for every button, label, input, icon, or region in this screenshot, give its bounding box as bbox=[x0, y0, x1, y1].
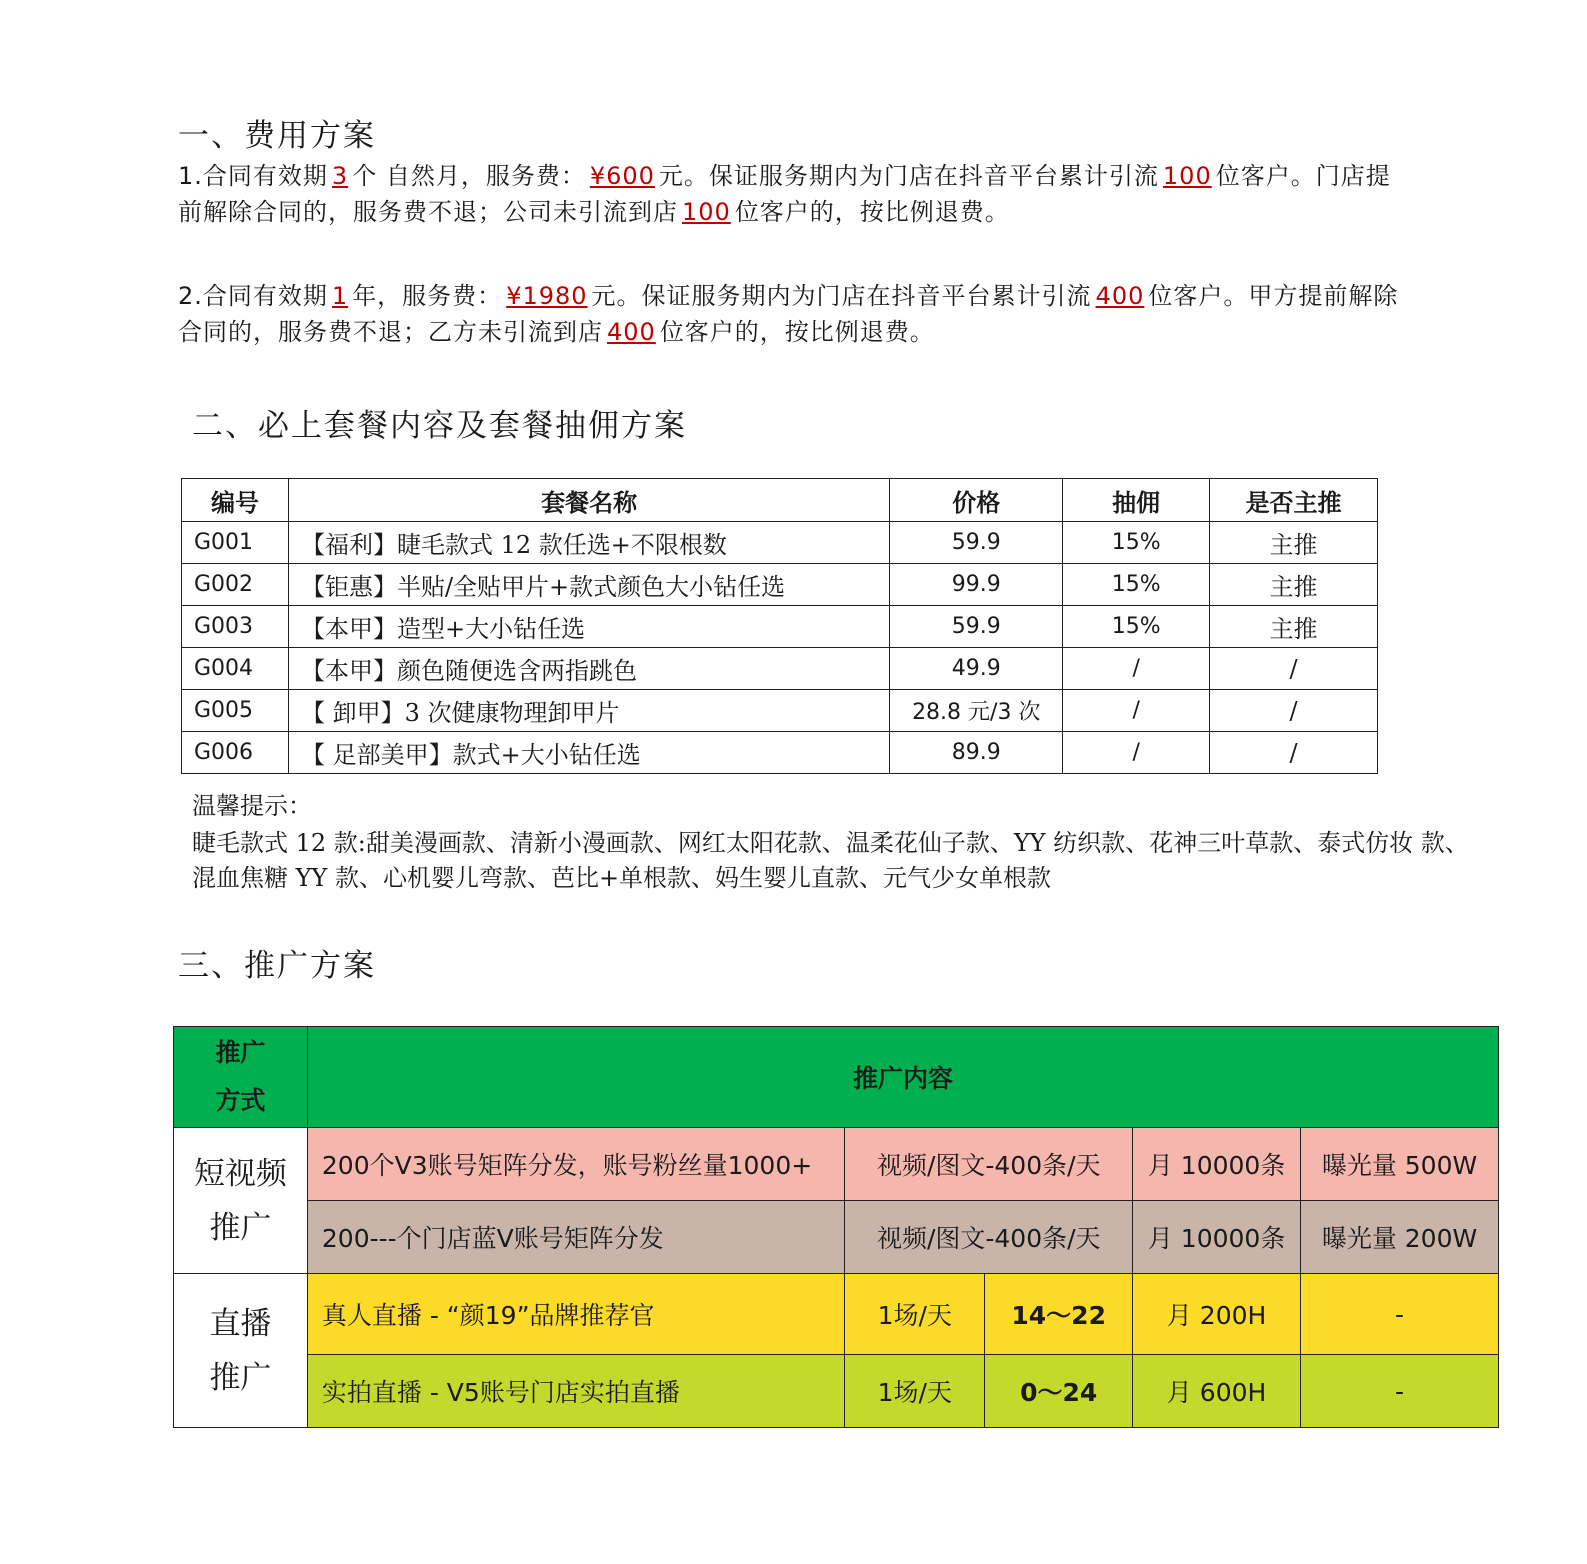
fee-plan-2: 2.合同有效期 1 年，服务费： ¥1980 元。保证服务期内为门店在抖音平台累计引流 400 位客户。甲方提前解除合同的，服务费不退；乙方未引流到店 400 位客户的，按比例退费。 bbox=[178, 282, 1399, 346]
table-row bbox=[182, 564, 1378, 606]
package-name: 【本甲】颜色随便选含两指跳色 bbox=[288, 648, 889, 690]
package-featured: 主推 bbox=[1210, 606, 1378, 648]
promo-exposure: 曝光量 500W bbox=[1301, 1128, 1499, 1201]
promo-rate: 视频/图文-400条/天 bbox=[845, 1201, 1133, 1274]
plan2-fee: ¥1980 bbox=[506, 282, 588, 310]
package-commission: / bbox=[1063, 648, 1210, 690]
package-commission: 15% bbox=[1063, 606, 1210, 648]
plan1-fee: ¥600 bbox=[589, 162, 655, 190]
promo-desc: 200个V3账号矩阵分发，账号粉丝量1000+ bbox=[307, 1128, 844, 1201]
header-method: 推广 方式 bbox=[174, 1027, 308, 1128]
section-package-title: 二、必上套餐内容及套餐抽佣方案 bbox=[192, 408, 687, 444]
header-content: 推广内容 bbox=[307, 1027, 1498, 1128]
package-code: G006 bbox=[182, 732, 289, 774]
plan1-customers: 100 bbox=[1162, 162, 1212, 190]
col-header-commission: 抽佣 bbox=[1063, 479, 1210, 522]
table-row bbox=[182, 648, 1378, 690]
live-label: 直播 推广 bbox=[174, 1274, 308, 1428]
package-name: 【福利】睫毛款式 12 款任选+不限根数 bbox=[288, 522, 889, 564]
table-row bbox=[182, 732, 1378, 774]
package-price: 59.9 bbox=[890, 522, 1063, 564]
promotion-table bbox=[173, 1026, 1499, 1428]
table-row bbox=[182, 690, 1378, 732]
package-table bbox=[181, 478, 1378, 774]
col-header-featured: 是否主推 bbox=[1210, 479, 1378, 522]
package-code: G004 bbox=[182, 648, 289, 690]
col-header-code: 编号 bbox=[182, 479, 289, 522]
package-code: G001 bbox=[182, 522, 289, 564]
package-commission: / bbox=[1063, 690, 1210, 732]
table-row bbox=[174, 1128, 1499, 1201]
table-row bbox=[174, 1201, 1499, 1274]
package-name: 【 卸甲】3 次健康物理卸甲片 bbox=[288, 690, 889, 732]
section-promo-title: 三、推广方案 bbox=[178, 948, 376, 984]
table-row bbox=[182, 522, 1378, 564]
tip-text: 睫毛款式 12 款:甜美漫画款、清新小漫画款、网红太阳花款、温柔花仙子款、YY 纺织款、花神三叶草款、泰式仿妆 款、混血焦糖 YY 款、心机婴儿弯款、芭比+单根款、妈生婴儿直款、元气少女单根款 bbox=[192, 829, 1469, 892]
package-commission: 15% bbox=[1063, 522, 1210, 564]
promotion-table-header bbox=[174, 1027, 1499, 1128]
package-featured: / bbox=[1210, 648, 1378, 690]
package-name: 【钜惠】半贴/全贴甲片+款式颜色大小钻任选 bbox=[288, 564, 889, 606]
package-price: 28.8 元/3 次 bbox=[890, 690, 1063, 732]
promo-desc: 200---个门店蓝V账号矩阵分发 bbox=[307, 1201, 844, 1274]
promo-exposure: 曝光量 200W bbox=[1301, 1201, 1499, 1274]
package-featured: / bbox=[1210, 732, 1378, 774]
package-featured: 主推 bbox=[1210, 522, 1378, 564]
table-row bbox=[174, 1274, 1499, 1355]
package-featured: 主推 bbox=[1210, 564, 1378, 606]
package-commission: 15% bbox=[1063, 564, 1210, 606]
fee-plan-1: 1.合同有效期 3 个 自然月，服务费： ¥600 元。保证服务期内为门店在抖音平台累计引流 100 位客户。门店提前解除合同的，服务费不退；公司未引流到店 100 位客户的，按比例退费。 bbox=[178, 162, 1391, 226]
plan1-customers2: 100 bbox=[682, 198, 731, 226]
plan2-customers2: 400 bbox=[607, 318, 656, 346]
package-table-header bbox=[182, 479, 1378, 522]
plan1-months: 3 bbox=[331, 162, 349, 190]
package-name: 【本甲】造型+大小钻任选 bbox=[288, 606, 889, 648]
short-video-label: 短视频 推广 bbox=[174, 1128, 308, 1274]
promo-extra: - bbox=[1301, 1355, 1499, 1428]
promo-hours: 0～24 bbox=[985, 1355, 1133, 1428]
promo-desc: 真人直播 - “颜19”品牌推荐官 bbox=[307, 1274, 844, 1355]
col-header-name: 套餐名称 bbox=[288, 479, 889, 522]
package-price: 59.9 bbox=[890, 606, 1063, 648]
package-price: 99.9 bbox=[890, 564, 1063, 606]
table-row bbox=[174, 1355, 1499, 1428]
promo-monthly: 月 600H bbox=[1133, 1355, 1301, 1428]
package-commission: / bbox=[1063, 732, 1210, 774]
section-fee-title: 一、费用方案 bbox=[178, 118, 376, 154]
plan2-customers: 400 bbox=[1095, 282, 1145, 310]
package-code: G003 bbox=[182, 606, 289, 648]
promo-monthly: 月 10000条 bbox=[1133, 1128, 1301, 1201]
package-price: 89.9 bbox=[890, 732, 1063, 774]
promo-monthly: 月 10000条 bbox=[1133, 1201, 1301, 1274]
package-price: 49.9 bbox=[890, 648, 1063, 690]
promo-hours: 14～22 bbox=[985, 1274, 1133, 1355]
promo-freq: 1场/天 bbox=[845, 1274, 985, 1355]
tip-label: 温馨提示： bbox=[192, 792, 312, 820]
promo-rate: 视频/图文-400条/天 bbox=[845, 1128, 1133, 1201]
promo-extra: - bbox=[1301, 1274, 1499, 1355]
promo-freq: 1场/天 bbox=[845, 1355, 985, 1428]
promo-monthly: 月 200H bbox=[1133, 1274, 1301, 1355]
col-header-price: 价格 bbox=[890, 479, 1063, 522]
package-code: G002 bbox=[182, 564, 289, 606]
promo-desc: 实拍直播 - V5账号门店实拍直播 bbox=[307, 1355, 844, 1428]
package-name: 【 足部美甲】款式+大小钻任选 bbox=[288, 732, 889, 774]
package-code: G005 bbox=[182, 690, 289, 732]
plan2-years: 1 bbox=[331, 282, 349, 310]
table-row bbox=[182, 606, 1378, 648]
package-featured: / bbox=[1210, 690, 1378, 732]
